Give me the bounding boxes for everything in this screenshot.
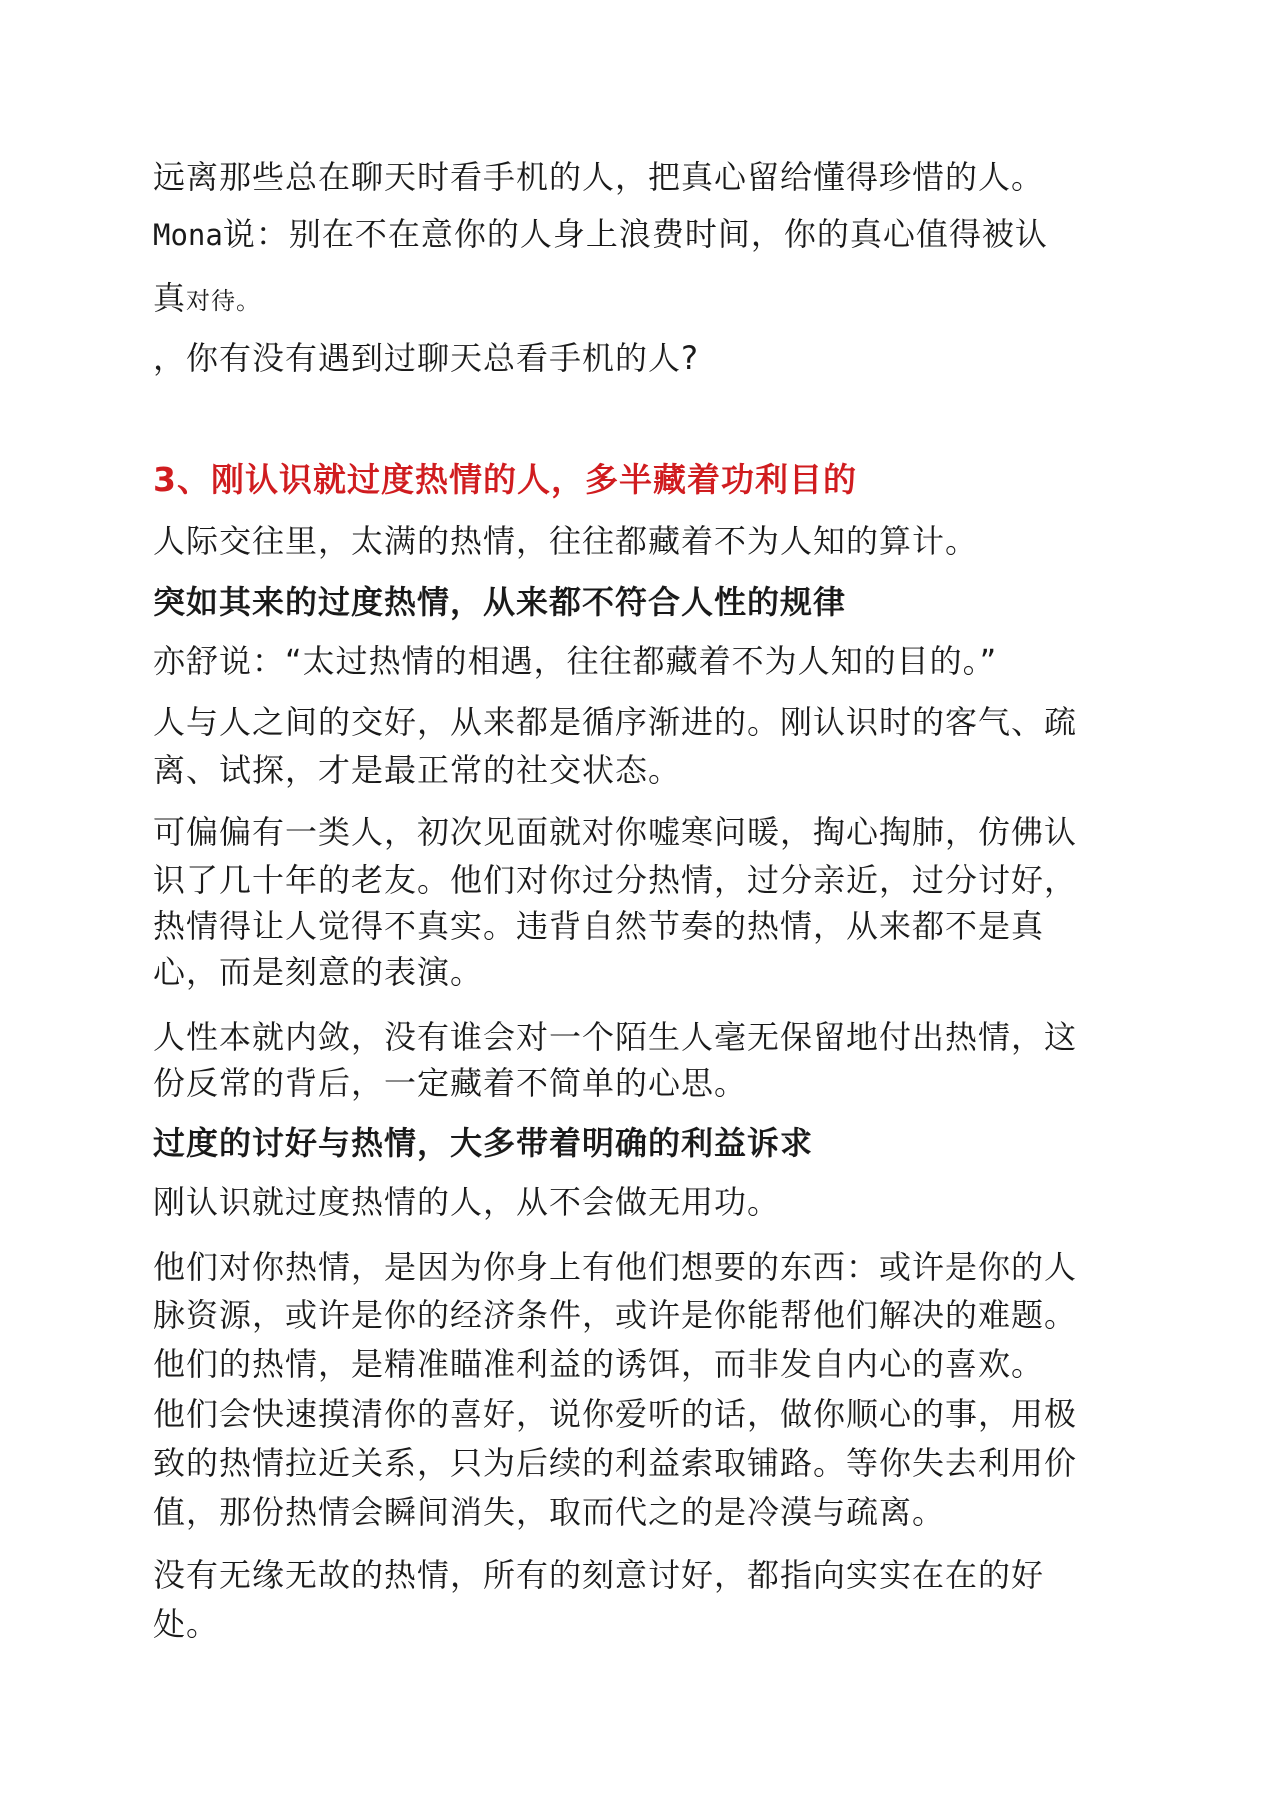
paragraph-line: 心，而是刻意的表演。: [153, 953, 484, 991]
paragraph-text-small: 对待。: [186, 287, 262, 315]
quote-line: 亦舒说：“太过热情的相遇，往往都藏着不为人知的目的。”: [153, 642, 998, 680]
paragraph-line: 热情得让人觉得不真实。违背自然节奏的热情，从来都不是真: [153, 907, 1045, 945]
paragraph-line: 处。: [153, 1605, 220, 1643]
paragraph-line: 远离那些总在聊天时看手机的人，把真心留给懂得珍惜的人。: [153, 158, 1045, 196]
name-mona: Mona: [153, 218, 223, 252]
paragraph-text: 说：别在不在意你的人身上浪费时间，你的真心值得被认: [222, 215, 1048, 253]
paragraph-line: 脉资源，或许是你的经济条件，或许是你能帮他们解决的难题。: [153, 1296, 1078, 1334]
paragraph-line: 刚认识就过度热情的人，从不会做无用功。: [153, 1183, 781, 1221]
paragraph-line: 识了几十年的老友。他们对你过分热情，过分亲近，过分讨好，: [153, 861, 1078, 899]
subheading: 突如其来的过度热情，从来都不符合人性的规律: [153, 583, 847, 621]
document-page: [153, 0, 1133, 1800]
paragraph-line: 致的热情拉近关系，只为后续的利益索取铺路。等你失去利用价: [153, 1444, 1078, 1482]
paragraph-line: 值，那份热情会瞬间消失，取而代之的是冷漠与疏离。: [153, 1493, 946, 1531]
paragraph-line: 人与人之间的交好，从来都是循序渐进的。刚认识时的客气、疏: [153, 703, 1078, 741]
paragraph-line: 他们对你热情，是因为你身上有他们想要的东西：或许是你的人: [153, 1248, 1078, 1286]
paragraph-line: 他们会快速摸清你的喜好，说你爱听的话，做你顺心的事，用极: [153, 1395, 1078, 1433]
paragraph-line: 人性本就内敛，没有谁会对一个陌生人毫无保留地付出热情，这: [153, 1018, 1078, 1056]
paragraph-line: ，你有没有遇到过聊天总看手机的人?: [153, 339, 699, 377]
paragraph-line: [153, 214, 1048, 255]
paragraph-line: 人际交往里，太满的热情，往往都藏着不为人知的算计。: [153, 522, 979, 560]
section-heading: 3、刚认识就过度热情的人，多半藏着功利目的: [153, 460, 857, 499]
paragraph-line: [153, 278, 261, 321]
paragraph-line: 他们的热情，是精准瞄准利益的诱饵，而非发自内心的喜欢。: [153, 1345, 1045, 1383]
paragraph-line: 可偏偏有一类人，初次见面就对你嘘寒问暖，掏心掏肺，仿佛认: [153, 813, 1078, 851]
subheading: 过度的讨好与热情，大多带着明确的利益诉求: [153, 1124, 814, 1162]
paragraph-text: 真: [153, 279, 187, 317]
paragraph-line: 没有无缘无故的热情，所有的刻意讨好，都指向实实在在的好: [153, 1556, 1045, 1594]
paragraph-line: 份反常的背后，一定藏着不简单的心思。: [153, 1064, 748, 1102]
paragraph-line: 离、试探，才是最正常的社交状态。: [153, 751, 682, 789]
